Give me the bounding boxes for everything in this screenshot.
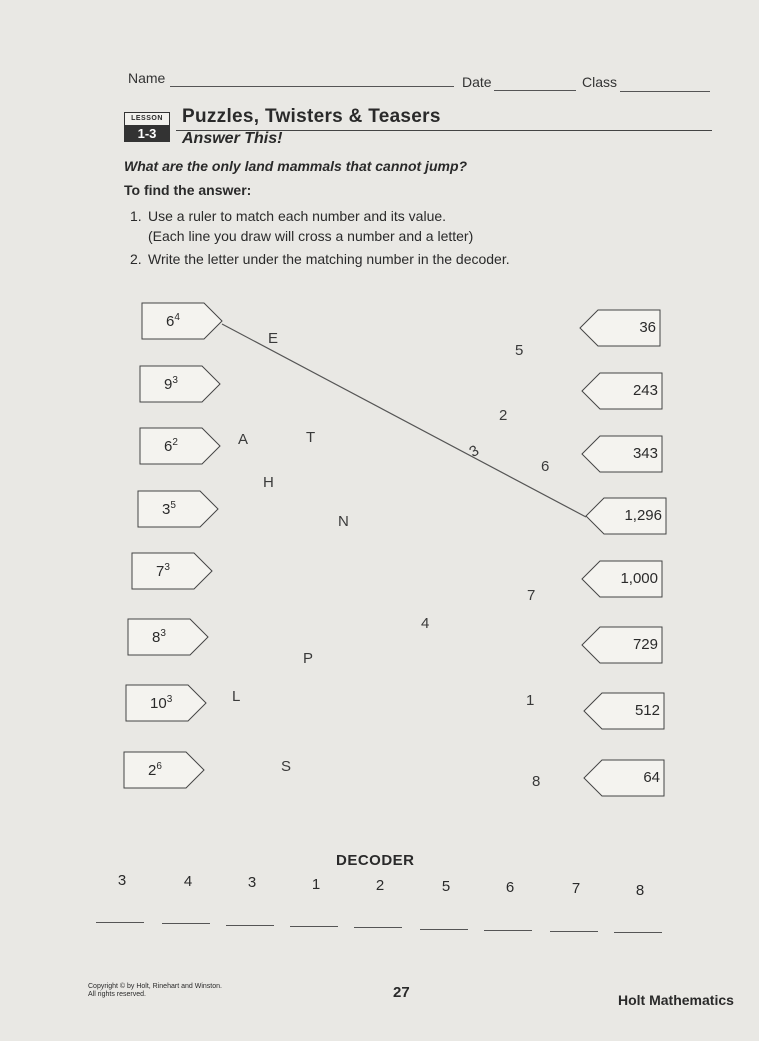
power-base: 6 [164,438,173,455]
date-label: Date [462,74,492,90]
power-exponent: 3 [172,375,178,386]
step-2-text: Write the letter under the matching number in the decoder. [148,251,510,267]
decoder-number: 8 [635,881,645,899]
decoder-number: 5 [441,878,451,895]
power-box-shape [138,491,218,527]
number-5: 5 [515,342,524,359]
decoder-answer-blank[interactable] [420,929,468,930]
decoder-answer-blank[interactable] [354,927,402,928]
number-3: 3 [466,442,482,461]
letter-e: E [268,330,279,347]
power-exponent: 4 [174,312,180,323]
value-box-label[interactable]: 64 [643,769,660,786]
step-1-note: (Each line you draw will cross a number and a letter) [148,228,474,244]
value-box-label[interactable]: 512 [634,702,660,719]
decoder-answer-blank[interactable] [290,926,338,927]
number-8: 8 [532,773,541,790]
value-box-label[interactable]: 1,296 [624,507,662,524]
decoder-number: 3 [247,874,257,892]
decoder-answer-blank[interactable] [484,930,532,931]
power-base: 2 [148,762,157,779]
letter-h: H [263,474,274,491]
letter-n: N [338,513,349,530]
page-number: 27 [393,984,410,1001]
number-4: 4 [421,615,430,632]
decoder-answer-blank[interactable] [96,922,144,923]
decoder-number: 4 [183,873,193,891]
power-box-label[interactable] [148,761,162,779]
decoder-answer-blank[interactable] [162,923,210,924]
value-box-label[interactable]: 243 [632,382,658,399]
power-exponent: 2 [172,437,178,448]
power-exponent: 5 [170,500,176,511]
power-box-shape [132,553,212,589]
instructions-heading: To find the answer: [124,182,252,198]
value-box-label[interactable]: 729 [632,636,658,653]
power-base: 8 [152,629,161,646]
publisher: Holt Mathematics [618,992,734,1008]
power-exponent: 3 [160,628,166,639]
letter-t: T [306,429,316,446]
power-box-label[interactable] [150,694,172,712]
power-box-shape [124,752,204,788]
power-box-label[interactable] [156,562,170,580]
number-6: 6 [541,458,550,475]
copyright-line-2: All rights reserved. [88,991,146,998]
riddle-question: What are the only land mammals that cannot jump? [124,158,468,174]
decoder-number: 7 [571,880,581,898]
power-box-label[interactable] [166,312,180,330]
power-box-shape [128,619,208,655]
power-base: 6 [166,313,175,330]
power-box-label[interactable] [164,437,178,455]
letter-s: S [281,758,292,775]
decoder-answer-blank[interactable] [614,932,662,933]
decoder-answer-blank[interactable] [226,925,274,926]
page-subtitle: Answer This! [182,130,283,147]
number-7: 7 [527,587,536,604]
decoder-number: 2 [375,876,385,894]
letter-p: P [303,650,314,667]
value-box-label[interactable]: 1,000 [620,570,658,587]
value-box-label[interactable]: 36 [639,319,656,336]
decoder-answer-blank[interactable] [550,931,598,932]
power-exponent: 6 [156,761,162,772]
decoder-number: 1 [311,875,321,893]
letter-l: L [232,688,241,705]
number-1: 1 [526,692,535,709]
lesson-number: 1-3 [124,126,170,142]
power-box-label[interactable] [162,500,176,518]
letter-a: A [238,431,249,448]
power-exponent: 3 [166,694,173,705]
decoder-number: 3 [117,872,127,889]
example-match-line [222,324,586,517]
decoder-number: 6 [505,879,515,897]
power-base: 3 [162,501,171,518]
page-title: Puzzles, Twisters & Teasers [182,106,441,127]
power-box-shape [140,366,220,402]
power-exponent: 3 [164,562,170,573]
step-2-number: 2. [130,251,142,267]
power-box-shape [140,428,220,464]
number-2: 2 [499,407,508,424]
value-box-label[interactable]: 343 [632,445,658,462]
power-box-label[interactable] [164,375,178,393]
copyright [88,983,268,999]
step-1-number: 1. [130,208,142,224]
power-base: 9 [164,376,173,393]
power-box-shape [142,303,222,339]
decoder-title: DECODER [336,852,415,869]
power-base: 7 [156,563,165,580]
step-1-text: Use a ruler to match each number and its value. [148,208,447,224]
lesson-tag: LESSON [124,112,170,126]
power-box-label[interactable] [152,628,166,646]
class-label: Class [582,74,618,90]
name-label: Name [128,70,166,86]
power-base: 10 [150,695,167,712]
copyright-line-1: Copyright © by Holt, Rinehart and Winston. [88,983,222,990]
